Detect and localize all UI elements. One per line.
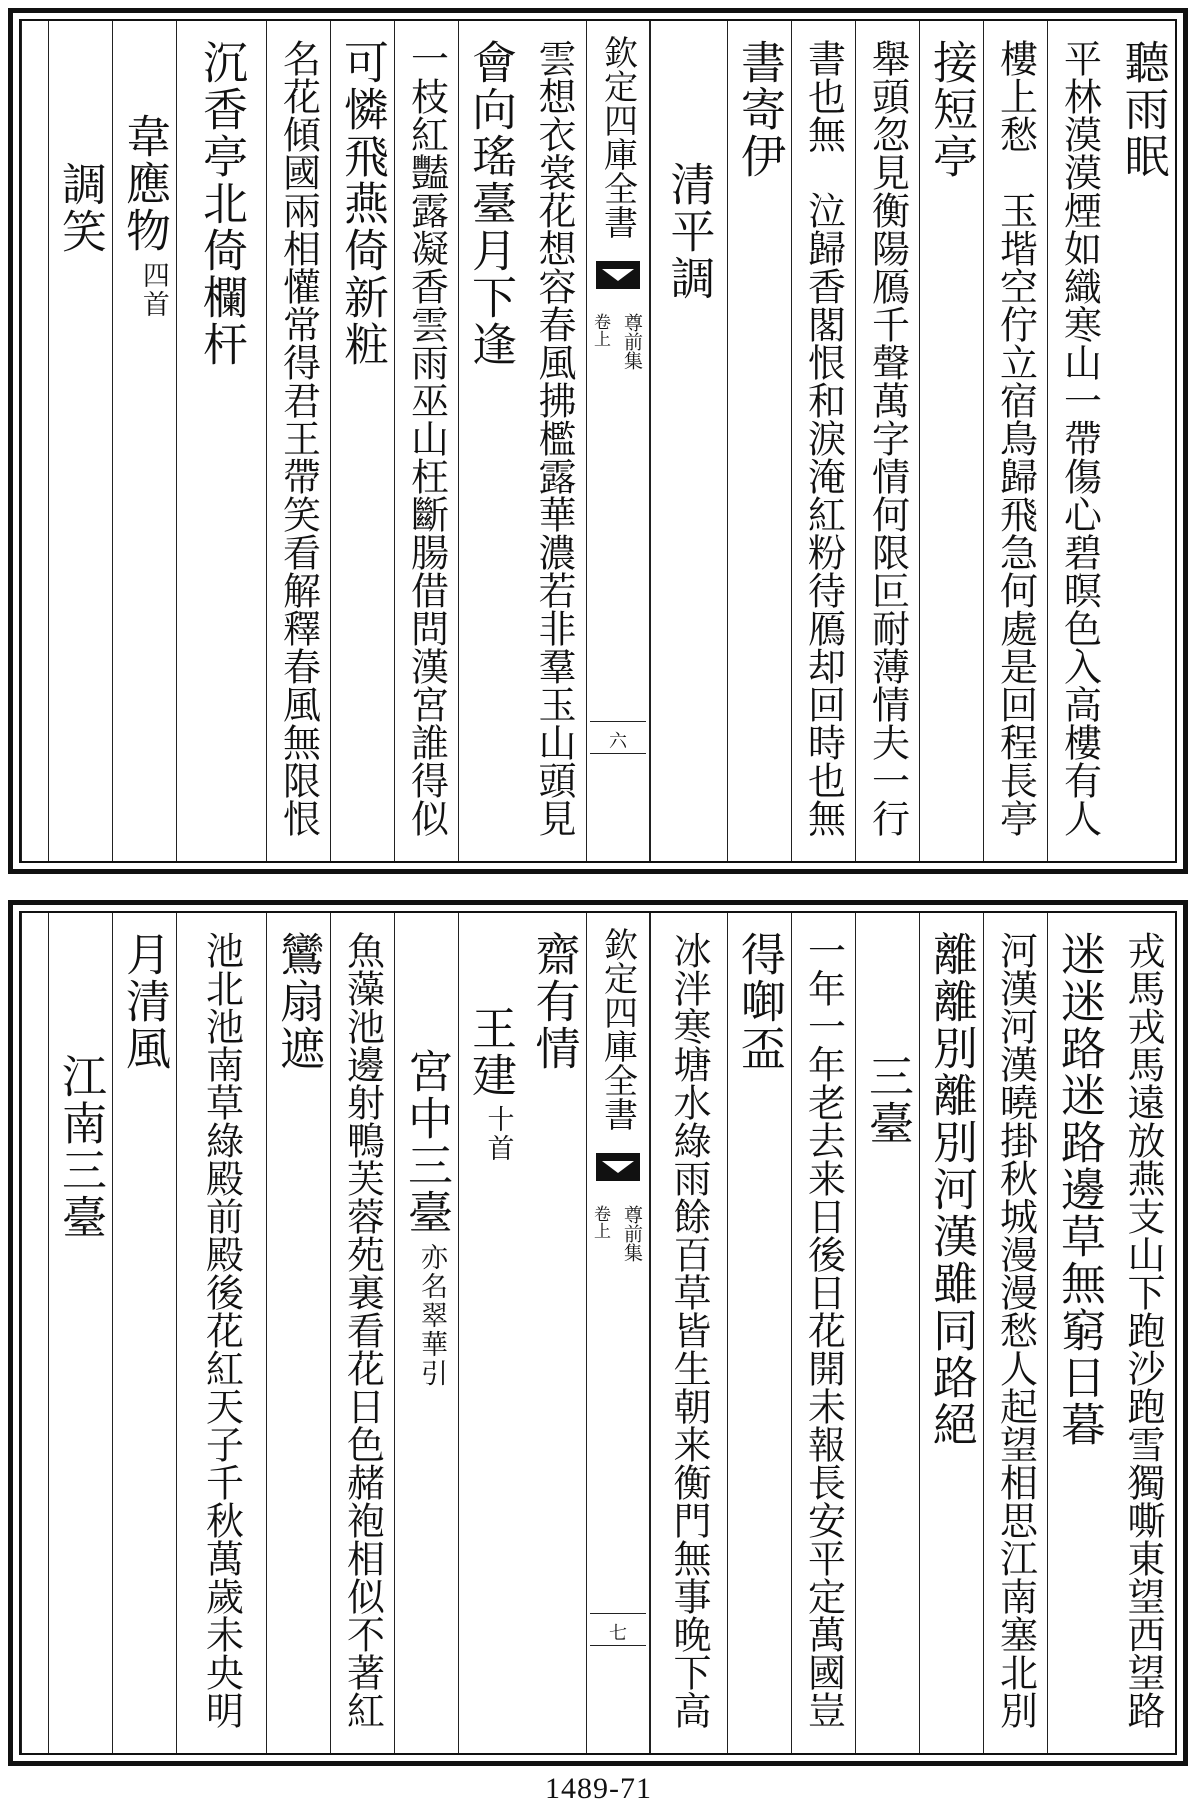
center-gutter [586, 21, 650, 861]
text-column [176, 21, 266, 861]
author-name: 韋應物 [118, 113, 171, 254]
column-text: 書也無 泣歸香閣恨和淚淹紅粉待鴈却回時也無 [801, 39, 846, 837]
volume-label: 尊前集 [621, 313, 643, 370]
fishtail-mark-icon [596, 261, 640, 289]
margin-column [21, 21, 48, 861]
text-column [919, 913, 983, 1753]
column-text: 離離別離別河漢雖同路絕 [925, 931, 978, 1448]
column-text: 舉頭忽見衡陽鴈千聲萬字情何限叵耐薄情夫一行 [865, 39, 910, 837]
text-column [176, 913, 266, 1753]
text-column [1047, 21, 1111, 861]
text-column [112, 913, 176, 1753]
text-column [330, 21, 394, 861]
column-text: 雲想衣裳花想容春風拂檻露華濃若非羣玉山頭見 [532, 39, 576, 837]
book-title: 欽定四庫全書 [597, 35, 638, 239]
volume-subtitle: 卷上 [590, 1205, 610, 1239]
column-text: 一枝紅豔露凝香雲雨巫山枉斷腸借問漢宮誰得似 [404, 39, 449, 837]
author-name: 王建 [464, 1005, 517, 1099]
column-text: 冰泮寒塘水綠雨餘百草皆生朝来衡門無事晚下高 [667, 931, 711, 1729]
page-number: 七 [609, 1623, 627, 1644]
text-column [1111, 913, 1175, 1753]
column-text: 一年一年老去来日後日花開未報長安平定萬國豈 [801, 931, 846, 1729]
author-note: 四首 [137, 261, 169, 319]
text-column [522, 21, 586, 861]
text-column [1047, 913, 1111, 1753]
text-column [458, 21, 522, 861]
column-text: 沉香亭北倚欄杆 [195, 39, 248, 368]
column-text: 會向瑤臺月下逢 [464, 39, 517, 368]
column-text: 名花傾國兩相懽常得君王帶笑看解釋春風無限恨 [276, 39, 321, 837]
text-column [791, 21, 855, 861]
column-text: 書寄伊 [733, 39, 786, 180]
column-text: 平林漠漠煙如織寒山一帶傷心碧暝色入高樓有人 [1057, 39, 1102, 837]
text-column [983, 21, 1047, 861]
text-column [650, 913, 727, 1753]
text-column [458, 913, 522, 1753]
column-text: 江南三臺 [54, 1053, 107, 1241]
column-text: 可憐飛燕倚新粧 [336, 39, 389, 368]
text-column [266, 21, 330, 861]
text-column [266, 913, 330, 1753]
column-text: 接短亭 [925, 39, 978, 180]
text-column [855, 21, 919, 861]
fishtail-mark-icon [596, 1153, 640, 1181]
text-column [791, 913, 855, 1753]
text-column [727, 21, 791, 861]
text-column [727, 913, 791, 1753]
text-column [48, 913, 112, 1753]
column-text: 池北池南草綠殿前殿後花紅天子千秋萬歲未央明 [199, 931, 244, 1729]
column-text: 戎馬戎馬遠放燕支山下跑沙跑雪獨嘶東望西望路 [1121, 931, 1165, 1729]
column-text: 月清風 [118, 931, 171, 1072]
gutter-rule [590, 753, 646, 754]
text-column [522, 913, 586, 1753]
top-page-inner-border [19, 19, 1177, 863]
top-page-frame [8, 8, 1188, 874]
text-column [855, 913, 919, 1753]
book-title: 欽定四庫全書 [597, 927, 638, 1131]
text-column [394, 913, 458, 1753]
column-text: 得啣盃 [733, 931, 786, 1072]
page-number: 六 [609, 731, 627, 752]
margin-column [21, 913, 48, 1753]
column-text: 迷迷路迷路邊草無窮日暮 [1053, 931, 1106, 1448]
text-column [48, 21, 112, 861]
text-column [1111, 21, 1175, 861]
author-note: 十首 [482, 1105, 514, 1163]
text-column [919, 21, 983, 861]
volume-subtitle: 卷上 [590, 313, 610, 347]
page-code: 1489-71 [545, 1772, 652, 1805]
text-column [330, 913, 394, 1753]
text-column [983, 913, 1047, 1753]
column-text: 調笑 [54, 161, 107, 255]
text-column [112, 21, 176, 861]
column-text: 樓上愁 玉堦空佇立宿鳥歸飛急何處是回程長亭 [993, 39, 1038, 837]
column-text: 魚藻池邊射鴨芙蓉苑裏看花日色赭袍相似不著紅 [340, 931, 385, 1729]
text-column [394, 21, 458, 861]
bottom-page-inner-border [19, 911, 1177, 1755]
volume-label: 尊前集 [621, 1205, 643, 1262]
column-text: 清平調 [662, 161, 716, 302]
bottom-page-frame [8, 900, 1188, 1766]
center-gutter [586, 913, 650, 1753]
column-text: 齋有情 [527, 931, 581, 1072]
text-column [650, 21, 727, 861]
column-text: 鸞扇遮 [272, 931, 325, 1072]
column-text: 河漢河漢曉掛秋城漫漫愁人起望相思江南塞北別 [993, 931, 1038, 1729]
column-text: 宮中三臺 [400, 1048, 453, 1236]
gutter-rule [590, 1613, 646, 1614]
gutter-rule [590, 1645, 646, 1646]
column-text: 聽雨眠 [1116, 39, 1170, 180]
gutter-rule [590, 721, 646, 722]
column-text: 三臺 [861, 1053, 914, 1147]
title-note: 亦名翠華引 [416, 1243, 448, 1388]
